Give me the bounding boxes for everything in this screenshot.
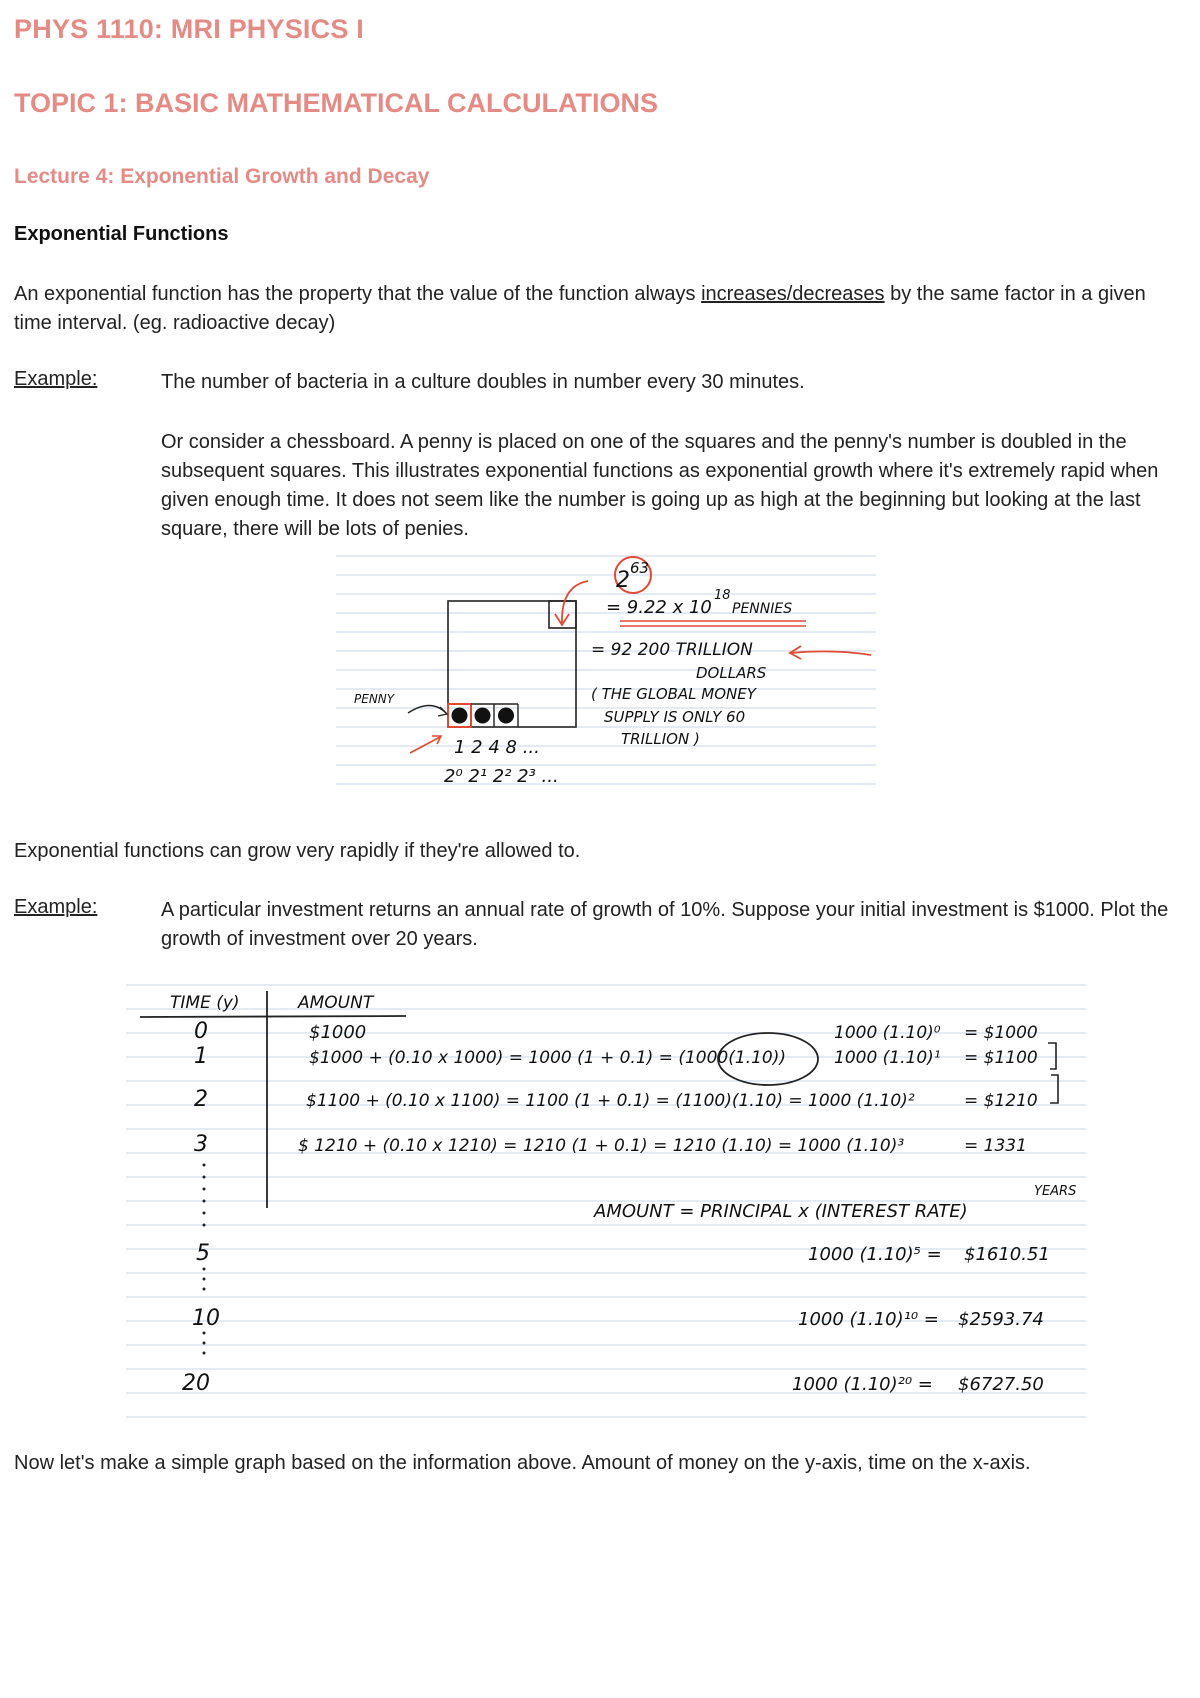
- row10-expr: 1000 (1.10)¹⁰ =: [798, 1309, 939, 1330]
- penny-total: = 9.22 x 10: [606, 597, 712, 618]
- penny-label: PENNY: [354, 692, 395, 706]
- count-sequence: 1 2 4 8 ...: [454, 737, 540, 758]
- intro-text-b: by the same factor in a given time interval. (eg. radioactive decay): [14, 283, 1146, 334]
- row3-time: 3: [194, 1132, 208, 1157]
- money-supply-line: ( THE GLOBAL MONEY: [591, 685, 756, 703]
- row5-time: 5: [196, 1241, 210, 1266]
- amount-header: AMOUNT: [298, 993, 374, 1013]
- topic-title: TOPIC 1: BASIC MATHEMATICAL CALCULATIONS: [14, 88, 658, 118]
- example2-label: Example:: [14, 896, 98, 918]
- course-title: PHYS 1110: MRI PHYSICS I: [14, 14, 364, 44]
- row10-result: $2593.74: [958, 1309, 1044, 1330]
- dollars-line: DOLLARS: [696, 664, 767, 682]
- example1-text: The number of bacteria in a culture doubles in number every 30 minutes.: [161, 371, 805, 393]
- row1-right: 1000 (1.10)¹: [834, 1048, 941, 1068]
- chessboard-sketch: [336, 553, 876, 788]
- row1-result: = $1100: [964, 1048, 1038, 1068]
- row1-time: 1: [194, 1044, 208, 1069]
- pennies-unit: PENNIES: [732, 601, 793, 617]
- row2-time: 2: [194, 1087, 208, 1112]
- penny-2: [475, 708, 491, 724]
- row0-result: = $1000: [964, 1023, 1038, 1043]
- row1-calc: $1000 + (0.10 x 1000) = 1000 (1 + 0.1) = (1000(1.10)): [309, 1048, 786, 1068]
- row5-expr: 1000 (1.10)⁵ =: [808, 1244, 942, 1265]
- row2-calc: $1100 + (0.10 x 1100) = 1100 (1 + 0.1) = (1100)(1.10) = 1000 (1.10)²: [306, 1091, 915, 1111]
- row20-expr: 1000 (1.10)²⁰ =: [792, 1374, 933, 1395]
- row5-result: $1610.51: [964, 1244, 1050, 1265]
- power-sequence: 2⁰ 2¹ 2² 2³ ...: [444, 766, 559, 787]
- closing-text: Now let's make a simple graph based on the information above. Amount of money on the y-axis, time on the x-axis.: [14, 1452, 1031, 1474]
- row0-right: 1000 (1.10)⁰: [834, 1023, 941, 1043]
- power-63: 63: [630, 559, 650, 577]
- middle-text: Exponential functions can grow very rapidly if they're allowed to.: [14, 840, 581, 862]
- example2-text: A particular investment returns an annual rate of growth of 10%. Suppose your initial investment is $1000. Plot the growth of investment over 20 years.: [161, 899, 1169, 950]
- intro-text-a: An exponential function has the property that the value of the function always: [14, 283, 702, 305]
- row20-result: $6727.50: [958, 1374, 1044, 1395]
- penny-3: [498, 708, 514, 724]
- row20-time: 20: [182, 1371, 210, 1396]
- formula-power: YEARS: [1034, 1184, 1077, 1199]
- intro-underlined: increases/decreases: [701, 283, 885, 305]
- row10-time: 10: [192, 1306, 220, 1331]
- trillion-line: = 92 200 TRILLION: [591, 640, 753, 660]
- formula: AMOUNT = PRINCIPAL x (INTEREST RATE): [594, 1201, 968, 1222]
- chessboard-paragraph: Or consider a chessboard. A penny is placed on one of the squares and the penny's number is doubled in the subsequent squares. This illustrates exponential functions as exponential growth where it's extremely rapid when given enough time. It does not seem like the number is going up as high at the beginning but looking at the last square, there will be lots of penies.: [161, 431, 1159, 540]
- time-header: TIME (y): [170, 993, 240, 1013]
- row0-time: 0: [194, 1019, 208, 1044]
- power-base: 2: [616, 568, 630, 593]
- row3-result: = 1331: [964, 1136, 1027, 1156]
- supply-line: SUPPLY IS ONLY 60: [604, 708, 746, 726]
- row2-result: = $1210: [964, 1091, 1038, 1111]
- penny-1: [452, 708, 468, 724]
- example1-label: Example:: [14, 368, 98, 390]
- investment-sketch: [126, 983, 1086, 1420]
- trillion-close: TRILLION ): [621, 730, 700, 748]
- lecture-title: Lecture 4: Exponential Growth and Decay: [14, 165, 430, 188]
- row0-calc: $1000: [309, 1022, 367, 1043]
- intro-paragraph: [14, 280, 1184, 338]
- row3-calc: $ 1210 + (0.10 x 1210) = 1210 (1 + 0.1) = 1210 (1.10) = 1000 (1.10)³: [298, 1136, 905, 1156]
- penny-total-power: 18: [714, 588, 731, 603]
- section-heading: Exponential Functions: [14, 223, 229, 245]
